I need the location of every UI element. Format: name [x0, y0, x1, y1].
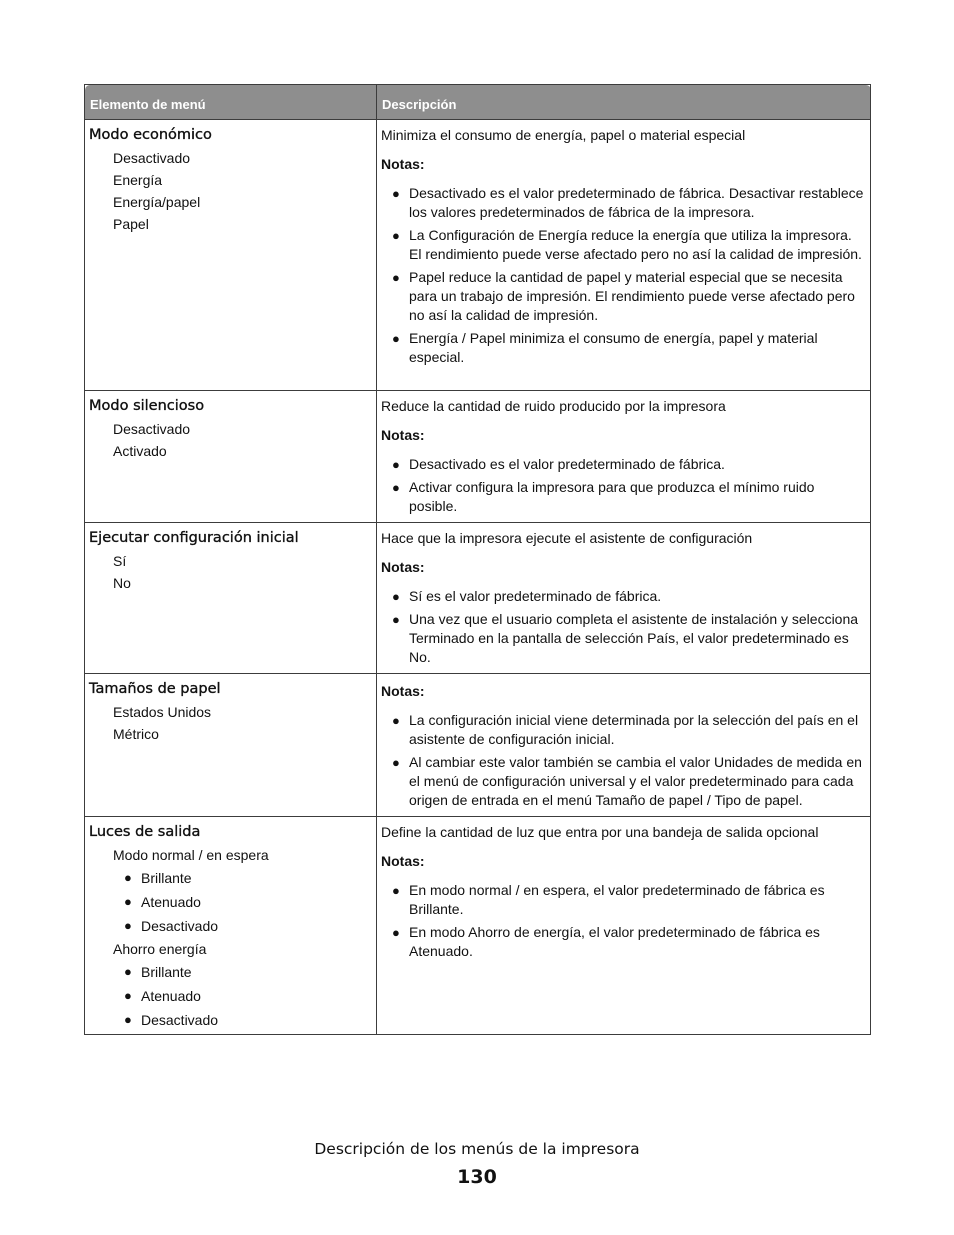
bullet-icon: ● — [392, 589, 400, 604]
bullet-icon: ● — [392, 755, 400, 770]
menu-sub-option — [89, 890, 372, 914]
sub-option-text: Brillante — [141, 964, 192, 980]
notes-label: Notas: — [381, 559, 425, 575]
table-row — [85, 391, 871, 523]
note-text: Desactivado es el valor predeterminado de fábrica. — [409, 456, 725, 472]
bullet-icon: ● — [392, 480, 400, 495]
note-text: Papel reduce la cantidad de papel y material especial que se necesita para un trabajo de impresión. El rendimiento puede verse afectado pero no así la calidad de impresión. — [409, 269, 855, 323]
notes-label: Notas: — [381, 853, 425, 869]
notes-label: Notas: — [381, 156, 425, 172]
note-item — [381, 753, 866, 810]
note-item — [381, 587, 866, 606]
note-text: Desactivado es el valor predeterminado de fábrica. Desactivar restablece los valores predeterminados de fábrica de la impresora. — [409, 185, 864, 220]
sub-option-text: Desactivado — [141, 918, 219, 934]
menu-item-title: Luces de salida — [89, 824, 201, 840]
menu-item-title: Modo silencioso — [89, 398, 205, 414]
menu-option: Energía — [113, 172, 163, 188]
note-text: La configuración inicial viene determinada por la selección del país en el asistente de configuración inicial. — [409, 712, 859, 747]
menu-item-title: Ejecutar configuración inicial — [89, 530, 299, 546]
bullet-icon: ● — [392, 883, 400, 898]
note-item — [381, 184, 866, 222]
menu-sub-option — [89, 866, 372, 890]
note-text: Activar configura la impresora para que produzca el mínimo ruido posible. — [409, 479, 815, 514]
description-cell — [377, 817, 871, 1035]
bullet-icon: ● — [124, 870, 132, 885]
menu-option: Papel — [113, 216, 149, 232]
menu-item-cell — [85, 674, 377, 817]
bullet-icon: ● — [392, 186, 400, 201]
notes-label: Notas: — [381, 683, 425, 699]
bullet-icon: ● — [124, 918, 132, 933]
sub-option-text: Desactivado — [141, 1012, 219, 1028]
menu-sub-option — [89, 960, 372, 984]
bullet-icon: ● — [124, 894, 132, 909]
note-item — [381, 226, 866, 264]
menu-item-cell — [85, 391, 377, 523]
sub-option-text: Atenuado — [141, 894, 201, 910]
menu-sub-option — [89, 1008, 372, 1032]
menu-option-group: Ahorro energía — [113, 941, 207, 957]
description-cell — [377, 391, 871, 523]
bullet-icon: ● — [392, 457, 400, 472]
menu-sub-option — [89, 984, 372, 1008]
note-item — [381, 881, 866, 919]
column-header-menu-item: Elemento de menú — [85, 85, 377, 120]
menu-option: Estados Unidos — [113, 704, 212, 720]
note-text: Al cambiar este valor también se cambia el valor Unidades de medida en el menú de configuración universal y el valor predeterminado para cada origen de entrada en el menú Tamaño de papel / Tipo de papel. — [409, 754, 862, 808]
description-text: Reduce la cantidad de ruido producido por la impresora — [381, 398, 726, 414]
note-text: Una vez que el usuario completa el asistente de instalación y selecciona Terminado en la pantalla de selección País, el valor predeterminado es No. — [409, 611, 859, 665]
menu-option: No — [113, 575, 131, 591]
note-item — [381, 610, 866, 667]
table-row — [85, 817, 871, 1035]
description-text: Hace que la impresora ejecute el asistente de configuración — [381, 530, 753, 546]
note-item — [381, 329, 866, 367]
menu-option-group: Modo normal / en espera — [113, 847, 269, 863]
note-item — [381, 711, 866, 749]
description-cell — [377, 120, 871, 391]
bullet-icon: ● — [124, 964, 132, 979]
note-item — [381, 268, 866, 325]
notes-label: Notas: — [381, 427, 425, 443]
table-row — [85, 523, 871, 674]
menu-item-title: Modo económico — [89, 127, 212, 143]
table-header-row — [85, 85, 871, 120]
bullet-icon: ● — [392, 270, 400, 285]
page-number: 130 — [457, 1166, 497, 1188]
menu-option: Desactivado — [113, 150, 191, 166]
menu-item-cell — [85, 817, 377, 1035]
note-text: En modo Ahorro de energía, el valor predeterminado de fábrica es Atenuado. — [409, 924, 820, 959]
description-text: Define la cantidad de luz que entra por una bandeja de salida opcional — [381, 824, 819, 840]
column-header-description: Descripción — [377, 85, 871, 120]
sub-option-text: Atenuado — [141, 988, 201, 1004]
table-row — [85, 674, 871, 817]
bullet-icon: ● — [392, 331, 400, 346]
bullet-icon: ● — [392, 925, 400, 940]
description-cell — [377, 674, 871, 817]
note-text: Energía / Papel minimiza el consumo de energía, papel y material especial. — [409, 330, 818, 365]
menu-option: Activado — [113, 443, 167, 459]
description-text: Minimiza el consumo de energía, papel o material especial — [381, 127, 746, 143]
note-text: La Configuración de Energía reduce la energía que utiliza la impresora. El rendimiento puede verse afectado pero no así la calidad de impresión. — [409, 227, 862, 262]
note-text: En modo normal / en espera, el valor predeterminado de fábrica es Brillante. — [409, 882, 825, 917]
note-item — [381, 923, 866, 961]
menu-item-cell — [85, 120, 377, 391]
footer-section-title: Descripción de los menús de la impresora — [314, 1140, 640, 1158]
menu-option: Sí — [113, 553, 127, 569]
bullet-icon: ● — [392, 612, 400, 627]
note-item — [381, 455, 866, 474]
bullet-icon: ● — [392, 228, 400, 243]
menu-option: Desactivado — [113, 421, 191, 437]
table-row — [85, 120, 871, 391]
bullet-icon: ● — [124, 988, 132, 1003]
description-cell — [377, 523, 871, 674]
sub-option-text: Brillante — [141, 870, 192, 886]
menu-item-cell — [85, 523, 377, 674]
menu-table — [84, 84, 871, 1035]
bullet-icon: ● — [392, 713, 400, 728]
bullet-icon: ● — [124, 1012, 132, 1027]
note-item — [381, 478, 866, 516]
menu-item-title: Tamaños de papel — [89, 681, 221, 697]
menu-option: Métrico — [113, 726, 159, 742]
menu-sub-option — [89, 914, 372, 938]
note-text: Sí es el valor predeterminado de fábrica. — [409, 588, 662, 604]
menu-option: Energía/papel — [113, 194, 201, 210]
